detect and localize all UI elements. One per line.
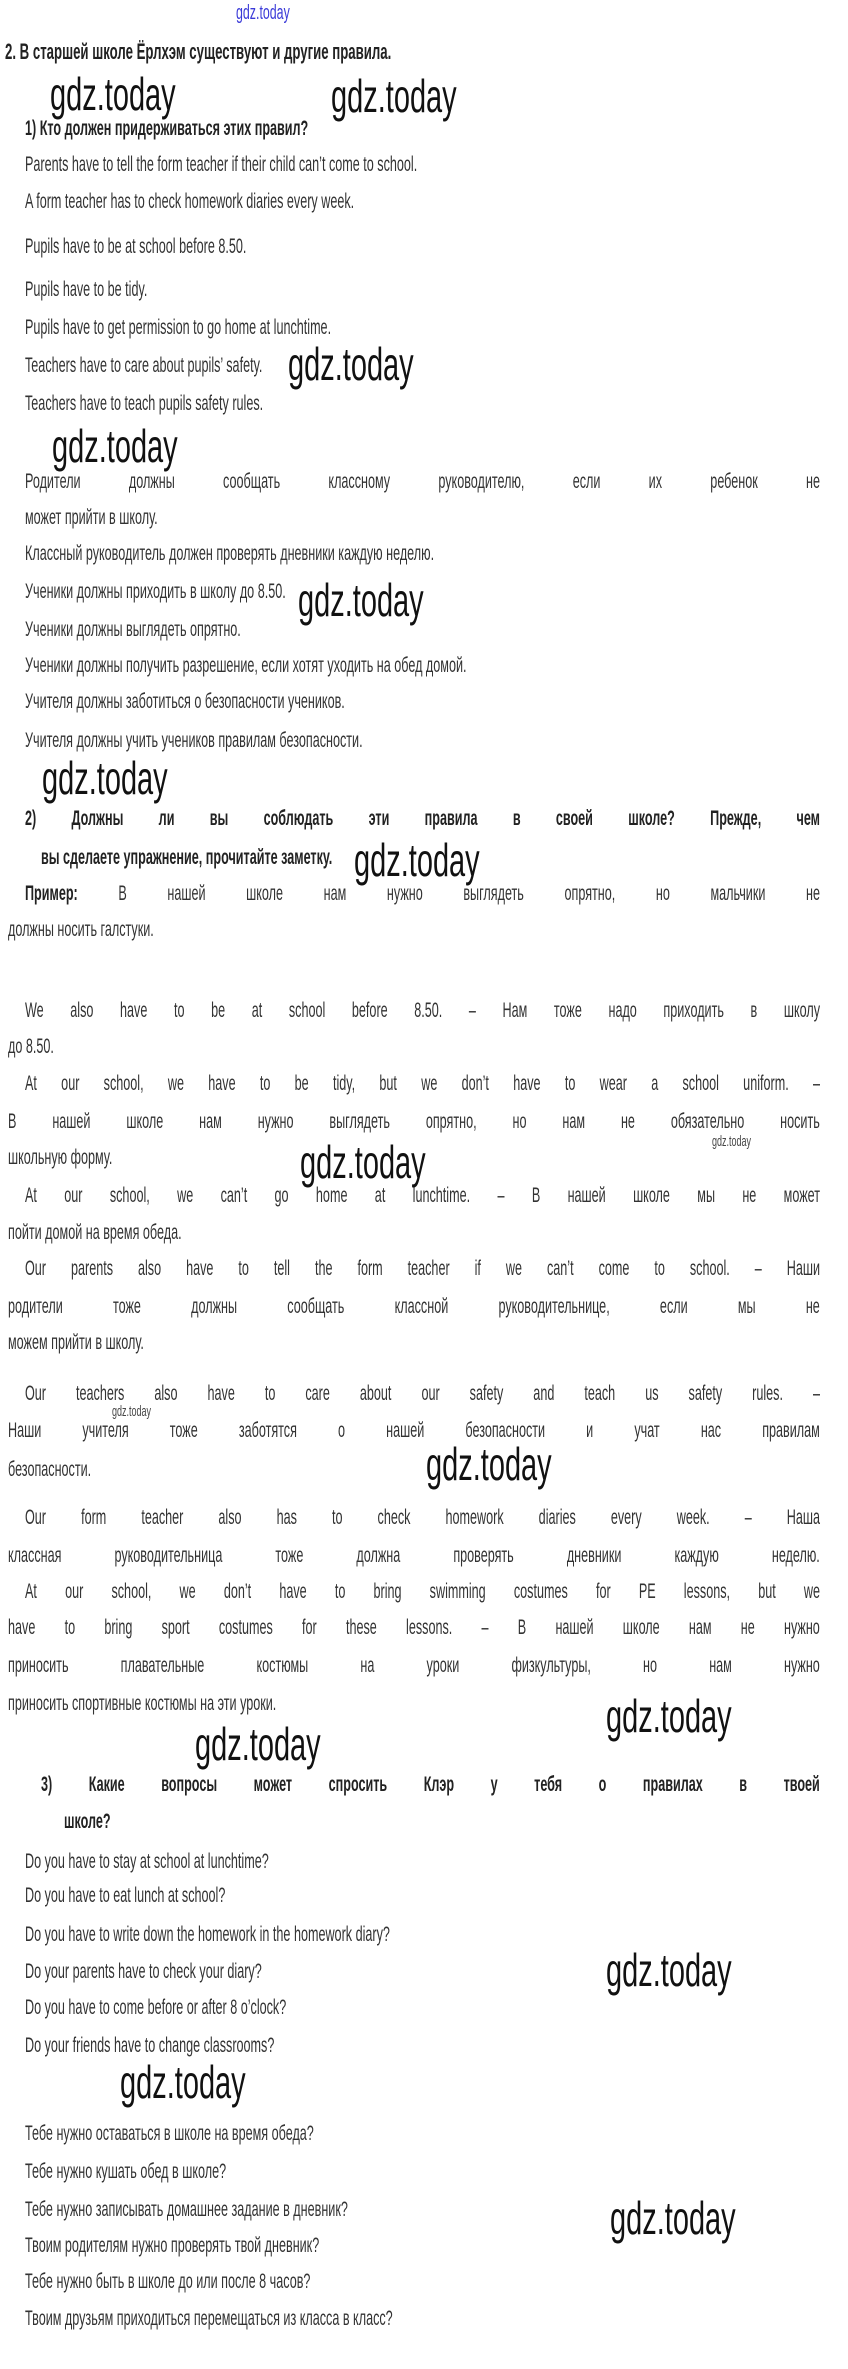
- example-label: Пример:: [25, 882, 78, 905]
- list-item: A form teacher has to check homework diaries every week.: [25, 190, 355, 213]
- list-item: Учителя должны заботиться о безопасности учеников.: [25, 690, 345, 713]
- paragraph-line: At our school, we don’t have to bring swimming costumes for PE lessons, but we: [25, 1580, 821, 1603]
- list-item: Do you have to eat lunch at school?: [25, 1884, 226, 1907]
- part3-heading: 3) Какие вопросы может спросить Клэр у тебя о правилах в твоей: [41, 1773, 820, 1796]
- paragraph-line: безопасности.: [8, 1458, 92, 1481]
- list-item: Pupils have to be tidy.: [25, 278, 148, 301]
- list-item: может прийти в школу.: [25, 506, 158, 529]
- list-item: Классный руководитель должен проверять дневники каждую неделю.: [25, 542, 435, 565]
- list-item: Do you have to come before or after 8 o’clock?: [25, 1996, 287, 2019]
- watermark: gdz.today: [354, 834, 480, 886]
- part2-heading: 2) Должны ли вы соблюдать эти правила в своей школе? Прежде, чем: [25, 807, 821, 830]
- paragraph-line: приносить плавательные костюмы на уроки физкультуры, но нам нужно: [8, 1654, 820, 1677]
- watermark-small: gdz.today: [112, 1403, 152, 1420]
- paragraph-line: Our form teacher also has to check homework diaries every week. – Наша: [25, 1506, 821, 1529]
- part2-heading-cont: вы сделаете упражнение, прочитайте заметку.: [41, 846, 333, 869]
- watermark: gdz.today: [298, 574, 424, 626]
- paragraph-line: школьную форму.: [8, 1146, 113, 1169]
- watermark: gdz.today: [331, 70, 457, 122]
- example-text-cont: должны носить галстуки.: [8, 918, 154, 941]
- watermark: gdz.today: [606, 1690, 732, 1742]
- watermark: gdz.today: [606, 1944, 732, 1996]
- list-item: Тебе нужно записывать домашнее задание в дневник?: [25, 2198, 348, 2221]
- list-item: Тебе нужно кушать обед в школе?: [25, 2160, 227, 2183]
- list-item: Do you have to write down the homework in the homework diary?: [25, 1923, 390, 1946]
- list-item: Do your parents have to check your diary?: [25, 1960, 262, 1983]
- paragraph-line: Our parents also have to tell the form teacher if we can’t come to school. – Наши: [25, 1257, 821, 1280]
- paragraph-line: Our teachers also have to care about our safety and teach us safety rules. –: [25, 1382, 821, 1405]
- watermark: gdz.today: [120, 2056, 246, 2108]
- list-item: Teachers have to teach pupils safety rules.: [25, 392, 264, 415]
- list-item: Do you have to stay at school at lunchtime?: [25, 1850, 269, 1873]
- list-item: Parents have to tell the form teacher if their child can’t come to school.: [25, 153, 418, 176]
- watermark: gdz.today: [42, 752, 168, 804]
- watermark-small: gdz.today: [712, 1133, 752, 1150]
- paragraph-line: Наши учителя тоже заботятся о нашей безопасности и учат нас правилам: [8, 1419, 820, 1442]
- list-item: Ученики должны выглядеть опрятно.: [25, 618, 241, 641]
- paragraph-line: до 8.50.: [8, 1035, 54, 1058]
- list-item: Pupils have to be at school before 8.50.: [25, 235, 247, 258]
- paragraph-line: приносить спортивные костюмы на эти уроки.: [8, 1692, 277, 1715]
- watermark: gdz.today: [288, 338, 414, 390]
- watermark: gdz.today: [52, 420, 178, 472]
- list-item: Тебе нужно быть в школе до или после 8 часов?: [25, 2270, 311, 2293]
- part3-heading-cont: школе?: [64, 1810, 111, 1833]
- list-item: Твоим родителям нужно проверять твой дневник?: [25, 2234, 320, 2257]
- watermark: gdz.today: [300, 1136, 426, 1188]
- example-text: В нашей школе нам нужно выглядеть опрятно, но мальчики не: [118, 882, 821, 905]
- paragraph-line: можем прийти в школу.: [8, 1331, 144, 1354]
- watermark-top: gdz.today: [236, 2, 290, 24]
- watermark: gdz.today: [50, 68, 176, 120]
- list-item: Do your friends have to change classrooms?: [25, 2034, 275, 2057]
- paragraph-line: родители тоже должны сообщать классной руководительнице, если мы не: [8, 1295, 820, 1318]
- paragraph-line: пойти домой на время обеда.: [8, 1221, 182, 1244]
- list-item: Твоим друзьям приходиться перемещаться из класса в класс?: [25, 2307, 393, 2330]
- page-title: 2. В старшей школе Ёрлхэм существуют и другие правила.: [5, 39, 392, 64]
- paragraph-line: We also have to be at school before 8.50. – Нам тоже надо приходить в школу: [25, 999, 821, 1022]
- list-item: Pupils have to get permission to go home at lunchtime.: [25, 316, 332, 339]
- paragraph-line: At our school, we have to be tidy, but we don’t have to wear a school uniform. –: [25, 1072, 821, 1095]
- watermark: gdz.today: [426, 1438, 552, 1490]
- list-item: Ученики должны приходить в школу до 8.50.: [25, 580, 286, 603]
- list-item: Учителя должны учить учеников правилам безопасности.: [25, 729, 363, 752]
- list-item: Teachers have to care about pupils’ safety.: [25, 354, 263, 377]
- list-item: Тебе нужно оставаться в школе на время обеда?: [25, 2122, 314, 2145]
- watermark: gdz.today: [610, 2192, 736, 2244]
- list-item: Родители должны сообщать классному руководителю, если их ребенок не: [25, 470, 821, 493]
- paragraph-line: have to bring sport costumes for these lessons. – В нашей школе нам не нужно: [8, 1616, 820, 1639]
- part1-heading: 1) Кто должен придерживаться этих правил?: [25, 117, 309, 140]
- list-item: Ученики должны получить разрешение, если хотят уходить на обед домой.: [25, 654, 467, 677]
- paragraph-line: В нашей школе нам нужно выглядеть опрятно, но нам не обязательно носить: [8, 1110, 820, 1133]
- watermark: gdz.today: [195, 1718, 321, 1770]
- paragraph-line: At our school, we can’t go home at lunchtime. – В нашей школе мы не может: [25, 1184, 821, 1207]
- paragraph-line: классная руководительница тоже должна проверять дневники каждую неделю.: [8, 1544, 820, 1567]
